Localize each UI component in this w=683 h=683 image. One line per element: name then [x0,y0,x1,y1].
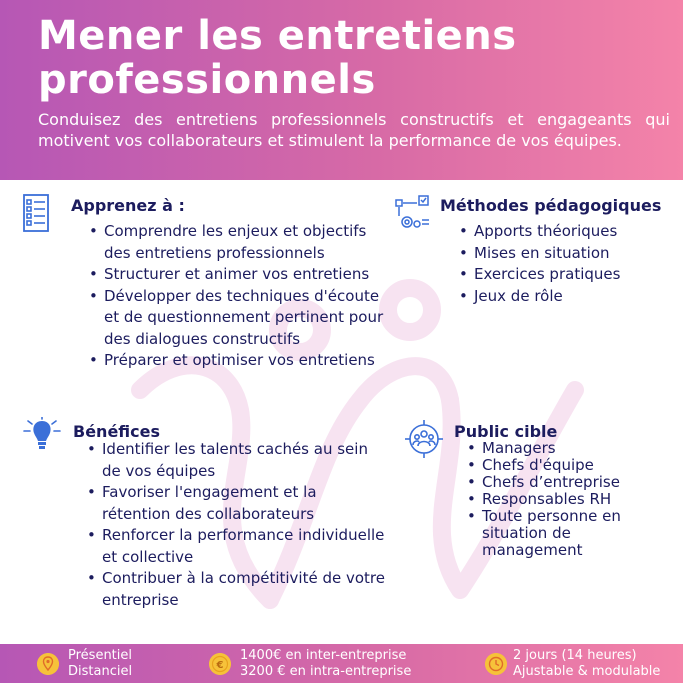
list-item: • Jeux de rôle [459,286,669,308]
duration-line-1: 2 jours (14 heures) [513,648,637,663]
list-item: • Renforcer la performance individuelle et collective [87,525,387,568]
benefits-list [87,439,387,611]
list-item: • Chefs d'équipe [467,457,667,474]
list-item: • Toute personne en situation de management [467,508,667,559]
list-item: • Développer des techniques d'écoute et de questionnement pertinent pour des dialogues constructifs [89,286,394,351]
workflow-icon [395,194,431,232]
list-item: • Comprendre les enjeux et objectifs des entretiens professionnels [89,221,394,264]
list-item: • Favoriser l'engagement et la rétention des collaborateurs [87,482,387,525]
list-item: • Exercices pratiques [459,264,669,286]
list-item: • Apports théoriques [459,221,669,243]
list-item: • Identifier les talents cachés au sein de vos équipes [87,439,387,482]
learn-section-title: Apprenez à : [71,196,185,215]
duration-line-2: Ajustable & modulable [513,663,661,679]
clock-icon [485,653,507,675]
list-item: • Managers [467,440,667,457]
page-subtitle: Conduisez des entretiens professionnels constructifs et engageants qui motivent vos collaborateurs et stimulent la performance de vos équipes. [38,110,670,150]
target-group-icon [404,419,444,459]
list-item: • Responsables RH [467,491,667,508]
price-line-2: 3200 € en intra-entreprise [240,663,412,679]
price-text [240,648,411,679]
benefits-section-title: Bénéfices [73,422,161,441]
duration-text [513,648,660,679]
list-item: • Structurer et animer vos entretiens [89,264,394,286]
methods-section-title: Méthodes pédagogiques [440,196,662,215]
methods-list [459,221,669,307]
learn-list [89,221,394,372]
lightbulb-icon [22,417,62,451]
euro-coin-icon [209,653,231,675]
format-line-1: Présentiel [68,648,132,663]
checklist-icon [22,193,50,233]
list-item: • Chefs d’entreprise [467,474,667,491]
header-banner [0,0,683,180]
page-title: Mener les entretiens professionnels [38,13,517,103]
svg-text:€: € [216,660,224,671]
audience-list [467,440,667,559]
list-item: • Préparer et optimiser vos entretiens [89,350,394,372]
audience-section-title: Public cible [454,422,558,441]
footer-banner [0,644,683,683]
list-item: • Contribuer à la compétitivité de votre entreprise [87,568,387,611]
format-line-2: Distanciel [68,663,133,679]
format-text [68,648,132,679]
list-item: • Mises en situation [459,243,669,265]
location-pin-icon [37,653,59,675]
price-line-1: 1400€ en inter-entreprise [240,648,407,663]
